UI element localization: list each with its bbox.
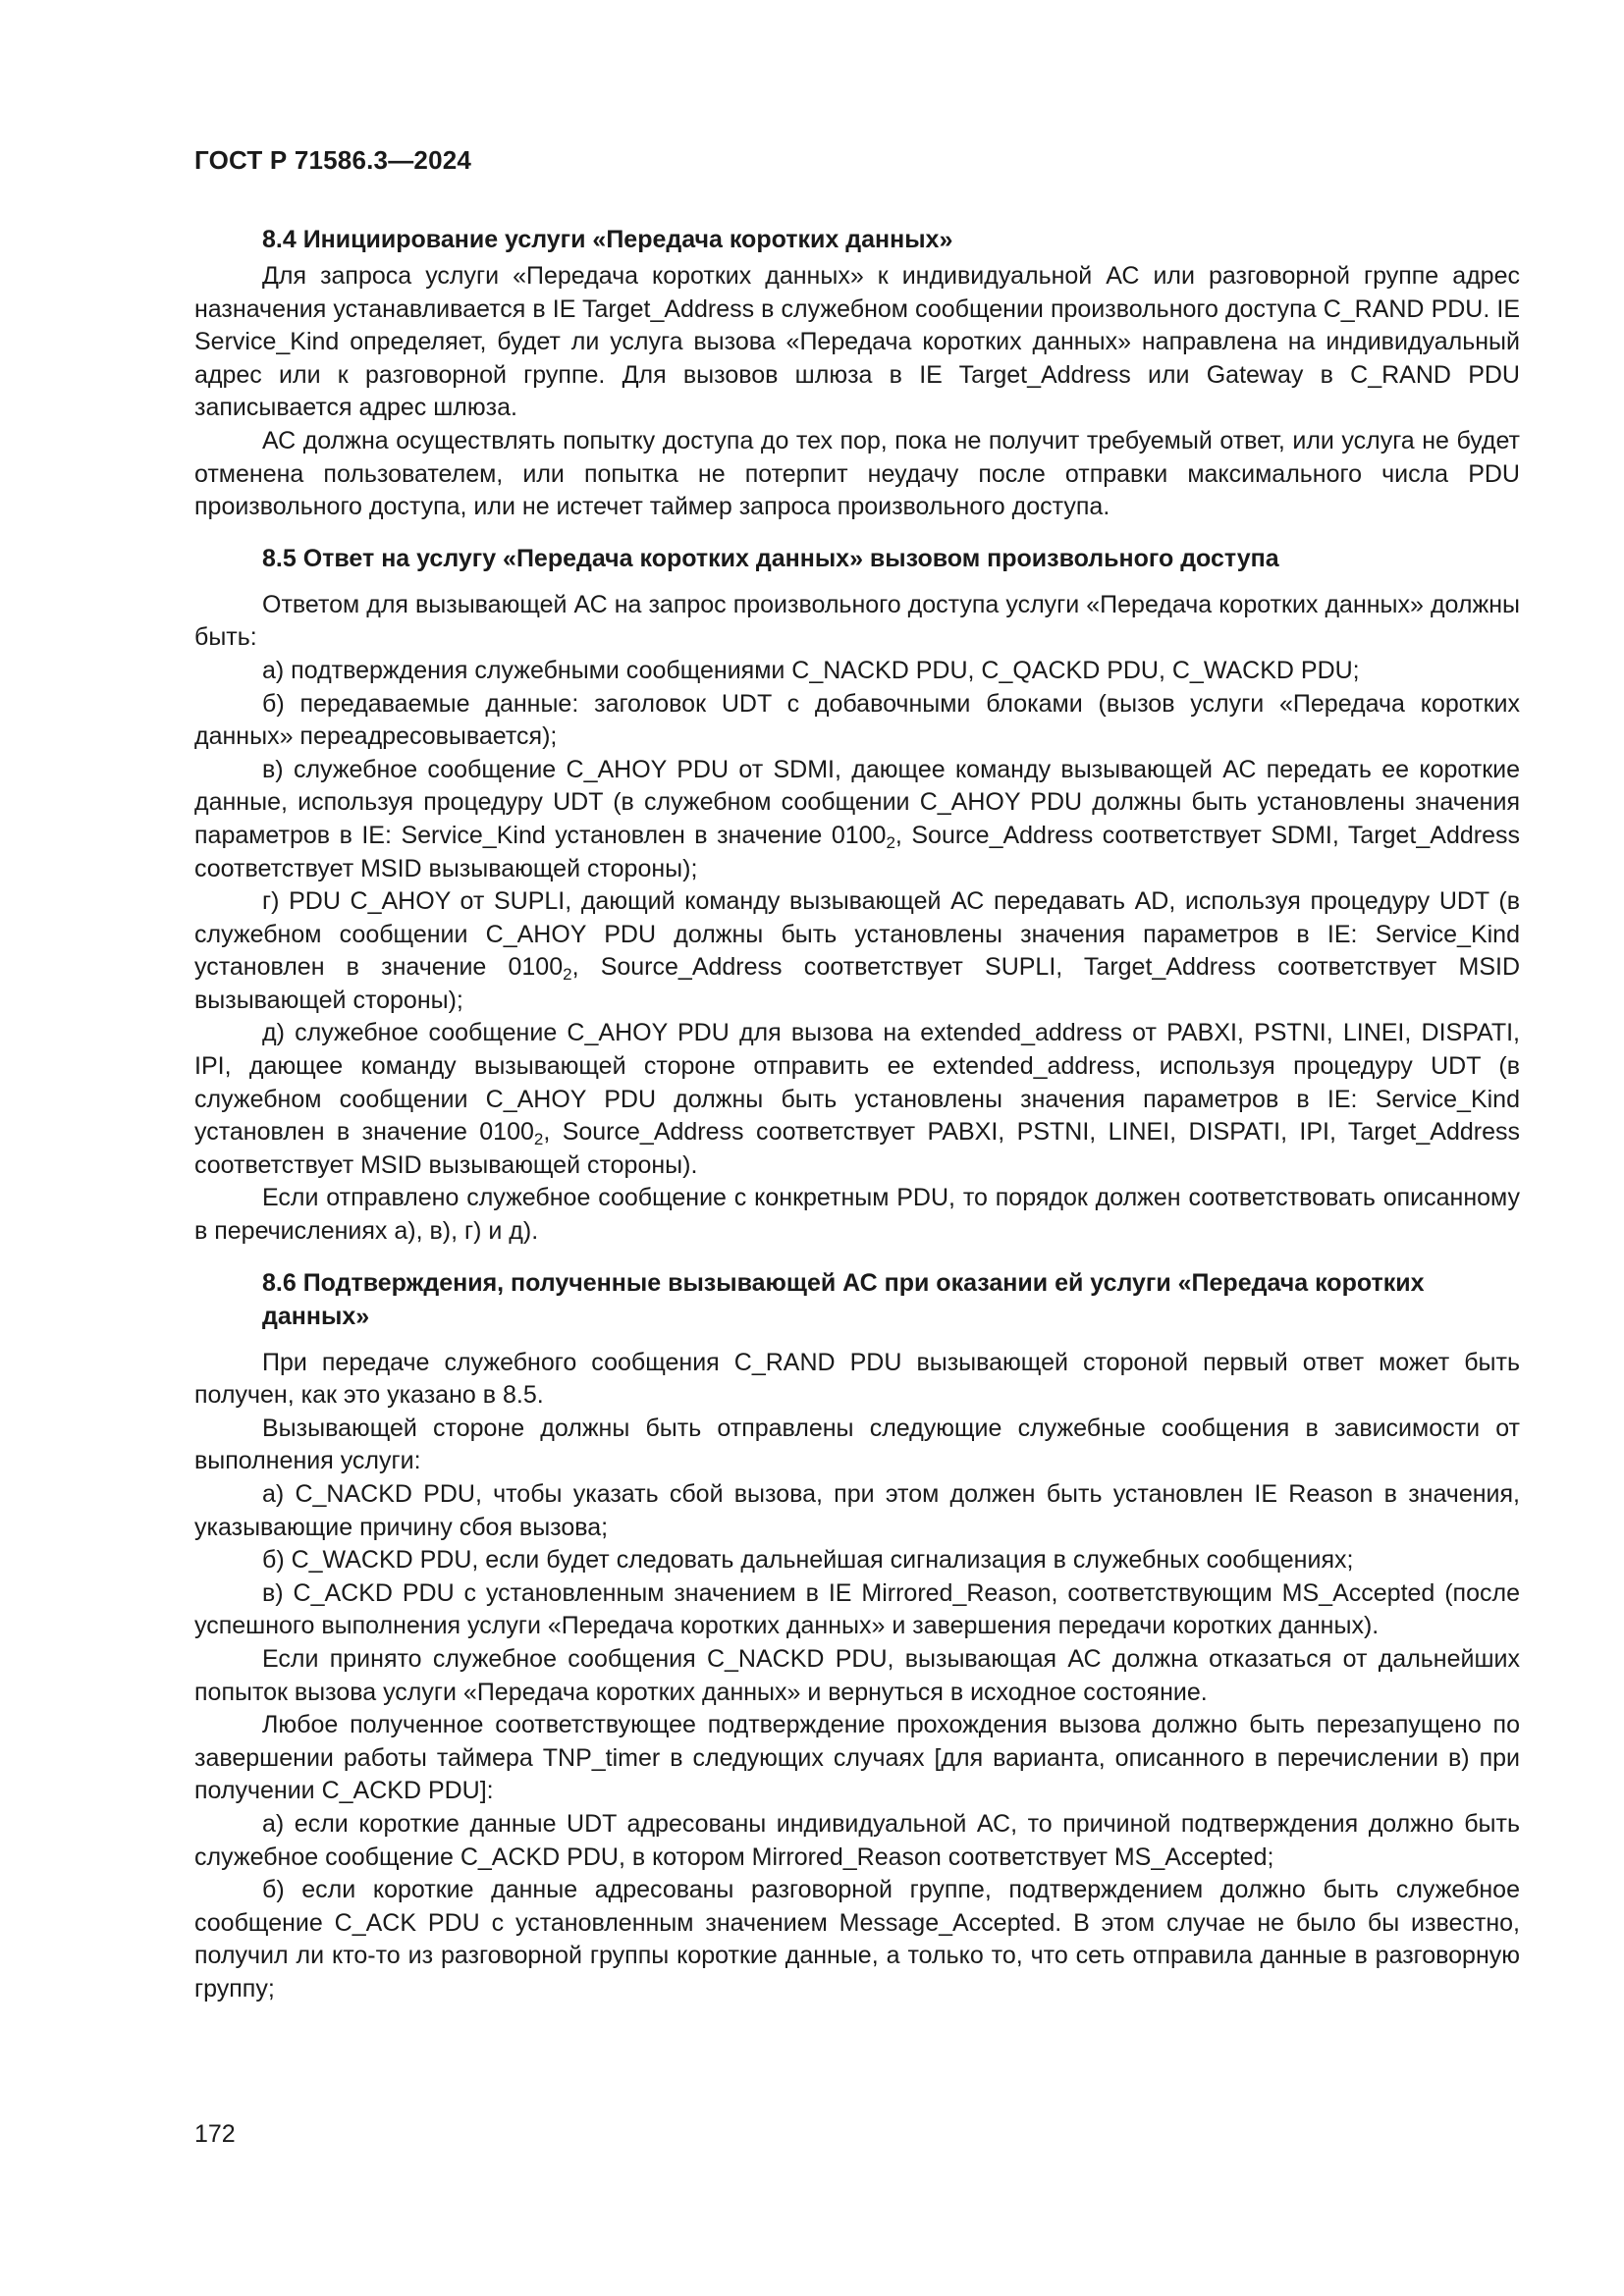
subscript: 2 <box>533 1130 544 1149</box>
list-item-text-tail: , Source_Address соответствует PABXI, PSTNI, LINEI, DISPATI, IPI, Target_Address соответствует MSID вызывающей стороны). <box>194 1118 1520 1179</box>
section-heading: 8.6 Подтверждения, полученные вызывающей АС при оказании ей услуги «Передача коротких данных» <box>262 1268 1425 1330</box>
subscript: 2 <box>886 832 895 852</box>
list-item-text: г) PDU C_AHOY от SUPLI, дающий команду вызывающей АС передавать AD, используя процедуру UDT (в служебном сообщении C_AHOY PDU должны быть установлены значения параметров в IE: Service_Kind установлен в значение 0100 <box>194 887 1520 982</box>
page-number: 172 <box>194 2120 236 2148</box>
list-item-text: в) служебное сообщение C_AHOY PDU от SDMI, дающее команду вызывающей АС передать ее короткие данные, используя процедуру UDT (в служебном сообщении C_AHOY PDU должны быть установлены значения параметров в IE: Service_Kind установлен в значение 0100 <box>194 755 1520 849</box>
list-item-b: б) C_WACKD PDU, если будет следовать дальнейшая сигнализация в служебных сообщениях; <box>262 1546 1354 1575</box>
section-8-4 <box>194 223 1520 524</box>
list-item-a: а) C_NACKD PDU, чтобы указать сбой вызова, при этом должен быть установлен IE Reason в значения, указывающие причину сбоя вызова; <box>194 1480 1520 1541</box>
paragraph: Для запроса услуги «Передача коротких данных» к индивидуальной АС или разговорной группе адрес назначения устанавливается в IE Target_Address в служебном сообщении произвольного доступа C_RAND PDU. IE Service_Kind определяет, будет ли услуга вызова «Передача коротких данных» направлена на индивидуальный адрес или к разговорной группе. Для вызовов шлюза в IE Target_Address или Gateway в C_RAND PDU записывается адрес шлюза. <box>194 262 1520 422</box>
paragraph: Вызывающей стороне должны быть отправлены следующие служебные сообщения в зависимости от выполнения услуги: <box>194 1414 1520 1475</box>
list-item-text-tail: , Source_Address соответствует SUPLI, Target_Address соответствует MSID вызывающей стороны); <box>194 953 1521 1014</box>
document-page <box>194 145 1520 2024</box>
list-item-text: д) служебное сообщение C_AHOY PDU для вызова на extended_address от PABXI, PSTNI, LINEI, DISPATI, IPI, дающее команду вызывающей стороне отправить ее extended_address, используя процедуру UDT (в служебном сообщении C_AHOY PDU должны быть установлены значения параметров в IE: Service_Kind установлен в значение 0100 <box>194 1019 1520 1147</box>
list-item-a: а) подтверждения служебными сообщениями C_NACKD PDU, C_QACKD PDU, C_WACKD PDU; <box>262 656 1360 684</box>
paragraph: Любое полученное соответствующее подтверждение прохождения вызова должно быть перезапущено по завершении работы таймера TNP_timer в следующих случаях [для варианта, описанного в перечислении в) при получении C_ACKD PDU]: <box>194 1711 1520 1805</box>
paragraph: АС должна осуществлять попытку доступа до тех пор, пока не получит требуемый ответ, или услуга не будет отменена пользователем, или попытка не потерпит неудачу после отправки максимального числа PDU произвольного доступа, или не истечет таймер запроса произвольного доступа. <box>194 426 1520 521</box>
list-item-g <box>194 885 1520 1017</box>
list-item-v: в) C_ACKD PDU с установленным значением в IE Mirrored_Reason, соответствующим MS_Accepted (после успешного выполнения услуги «Передача коротких данных» и завершения передачи коротких данных). <box>194 1578 1520 1640</box>
list-item-text-tail: , Source_Address соответствует SDMI, Target_Address соответствует MSID вызывающей стороны); <box>194 821 1520 882</box>
paragraph: Если принято служебное сообщения C_NACKD PDU, вызывающая АС должна отказаться от дальнейших попыток вызова услуги «Передача коротких данных» и вернуться в исходное состояние. <box>194 1644 1520 1706</box>
list-item-v <box>194 754 1520 885</box>
paragraph: При передаче служебного сообщения C_RAND PDU вызывающей стороной первый ответ может быть получен, как это указано в 8.5. <box>194 1348 1520 1410</box>
list-item-a: а) если короткие данные UDT адресованы индивидуальной АС, то причиной подтверждения должно быть служебное сообщение C_ACKD PDU, в котором Mirrored_Reason соответствует MS_Accepted; <box>194 1809 1520 1871</box>
list-item-b: б) если короткие данные адресованы разговорной группе, подтверждением должно быть служебное сообщение C_ACK PDU с установленным значением Message_Accepted. В этом случае не было бы известно, получил ли кто-то из разговорной группы короткие данные, а только то, что сеть отправила данные в разговорную группу; <box>194 1876 1520 2002</box>
subscript: 2 <box>563 965 572 985</box>
list-item-b: б) передаваемые данные: заголовок UDT с добавочными блоками (вызов услуги «Передача коротких данных» переадресовывается); <box>194 689 1520 751</box>
section-8-6 <box>194 1266 1520 2006</box>
document-id-header: ГОСТ Р 71586.3—2024 <box>194 145 472 175</box>
list-item-d <box>194 1017 1520 1182</box>
section-8-5 <box>194 542 1520 1249</box>
section-heading: 8.5 Ответ на услугу «Передача коротких данных» вызовом произвольного доступа <box>262 544 1279 572</box>
paragraph: Если отправлено служебное сообщение с конкретным PDU, то порядок должен соответствовать описанному в перечислениях а), в), г) и д). <box>194 1184 1520 1246</box>
section-heading: 8.4 Инициирование услуги «Передача коротких данных» <box>262 226 953 253</box>
paragraph: Ответом для вызывающей АС на запрос произвольного доступа услуги «Передача коротких данных» должны быть: <box>194 590 1520 652</box>
